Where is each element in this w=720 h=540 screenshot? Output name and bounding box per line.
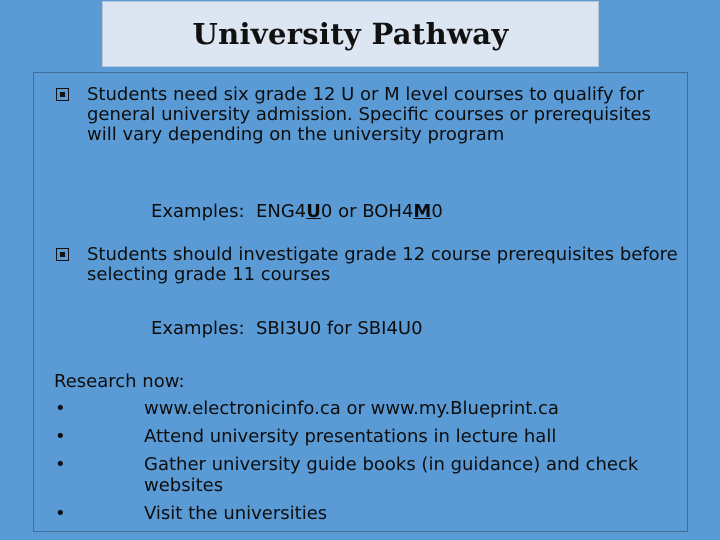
example-1 xyxy=(151,201,443,223)
research-item-text: Attend university presentations in lecture hall xyxy=(144,426,557,447)
example-1-code-1-suffix: 0 xyxy=(320,201,333,222)
example-1-code-2-prefix: BOH4 xyxy=(362,201,414,222)
example-1-code-2-level: M xyxy=(413,201,432,222)
example-1-label: Examples: xyxy=(151,201,245,222)
example-1-code-2-suffix: 0 xyxy=(431,201,443,222)
slide-title: University Pathway xyxy=(192,17,509,51)
research-section xyxy=(54,371,694,531)
example-2 xyxy=(151,318,423,340)
bullet-1-text: Students need six grade 12 U or M level courses to qualify for general university admission. Specific courses or prerequisites will vary depending on the university program xyxy=(87,84,651,145)
example-1-joiner: or xyxy=(338,201,357,222)
bullet-1 xyxy=(56,85,686,145)
research-item xyxy=(54,454,694,496)
research-item-text: www.electronicinfo.ca or www.my.Blueprint.ca xyxy=(144,398,559,419)
research-item-text: Gather university guide books (in guidance) and check websites xyxy=(144,454,639,496)
research-item xyxy=(54,503,694,524)
bullet-dot-icon: • xyxy=(55,503,66,524)
example-1-code-1-prefix: ENG4 xyxy=(256,201,307,222)
title-box xyxy=(102,1,599,67)
bullet-dot-icon: • xyxy=(55,398,66,419)
bullet-2 xyxy=(56,245,686,285)
example-2-label: Examples: xyxy=(151,318,245,339)
example-1-code-1-level: U xyxy=(306,201,321,222)
research-item xyxy=(54,398,694,419)
research-item-text: Visit the universities xyxy=(144,503,328,524)
example-2-value: SBI3U0 for SBI4U0 xyxy=(256,318,423,339)
research-heading: Research now: xyxy=(54,371,185,392)
checkbox-bullet-icon xyxy=(56,88,69,101)
bullet-dot-icon: • xyxy=(55,426,66,447)
research-item xyxy=(54,426,694,447)
bullet-dot-icon: • xyxy=(55,454,66,475)
bullet-2-text: Students should investigate grade 12 course prerequisites before selecting grade 11 courses xyxy=(87,244,678,285)
checkbox-bullet-icon xyxy=(56,248,69,261)
